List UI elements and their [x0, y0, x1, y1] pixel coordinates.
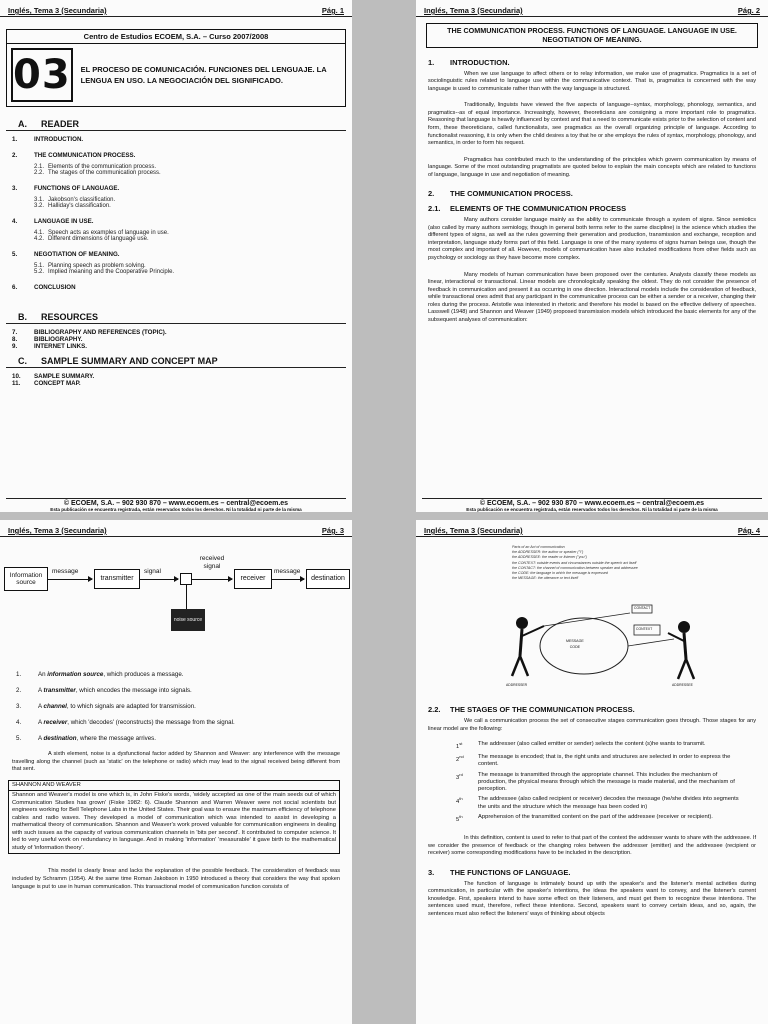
figure-label-addresser: ADDRESSER [506, 683, 528, 687]
paragraph: We call a communication process the set of consecutive stages communication goes through. Those stages for any linear model are the following: [428, 718, 756, 732]
stage-number [456, 741, 478, 751]
section-heading: 2. THE COMMUNICATION PROCESS. [428, 189, 573, 199]
list-text [38, 671, 183, 678]
diagram-arrow [272, 579, 304, 580]
header-page-number: Pág. 4 [737, 526, 760, 535]
list-number: 3. [16, 703, 22, 710]
list-text-term: receiver [43, 719, 68, 726]
toc-label: FUNCTIONS OF LANGUAGE. [34, 185, 120, 192]
toc-item: 11. CONCEPT MAP. [12, 380, 81, 387]
list-text-c: , which 'decodes' (reconstructs) the message from the signal. [67, 719, 235, 726]
stage-text: The addressee (also called recipient or receiver) decodes the message (he/she divides into segments the units and the structure which the message has been coded in) [478, 796, 739, 810]
toc-sublabel: Planning speech as problem solving. [48, 263, 146, 269]
topic-title: EL PROCESO DE COMUNICACIÓN. FUNCIONES DEL LENGUAJE. LA LENGUA EN USO. LA NEGOCIACIÓN DEL SIGNIFICADO. [80, 64, 327, 85]
stage-suffix: st [459, 741, 463, 747]
toc-label: THE COMMUNICATION PROCESS. [34, 152, 136, 159]
figure-line: the CONTACT: the channel of communication between speaker and addressee [512, 565, 638, 570]
list-text-c: , which encodes the message into signals. [75, 687, 192, 694]
figure-line: the CODE: the language in which the message is expressed [512, 571, 608, 576]
toc-number: 6. [12, 284, 18, 291]
page-header [0, 520, 352, 537]
toc-number: 4. [12, 218, 18, 225]
box-title: SHANNON AND WEAVER [9, 781, 339, 792]
toc-sublabel: Elements of the communication process. [48, 164, 157, 170]
stage-item [416, 814, 768, 824]
toc-item [0, 136, 352, 143]
header-page-number: Pág. 3 [321, 526, 344, 535]
list-text [38, 719, 235, 726]
toc-number: 2. [12, 152, 18, 159]
toc-item [0, 185, 352, 192]
topic-title-box [6, 29, 346, 107]
toc-subnumber: 2.2. [34, 170, 45, 176]
toc-number: 3. [12, 185, 18, 192]
stage-suffix: rd [459, 771, 463, 777]
page-header [416, 0, 768, 17]
topic-number: 03 [11, 48, 73, 102]
header-subject: Inglés, Tema 3 (Secundaria) [8, 6, 107, 15]
diagram-label: received signal [199, 555, 225, 570]
toc-sublabel: Jakobson's classification. [48, 197, 116, 203]
footer-rights: Esta publicación se encuentra registrada, están reservados todos los derechos. Ni la totalidad ni parte de la misma [50, 507, 302, 512]
list-number: 2. [16, 687, 22, 694]
toc-item [0, 251, 352, 258]
list-item [0, 671, 352, 678]
toc-subnumber: 5.1. [34, 263, 45, 269]
toc-item [0, 218, 352, 225]
stage-num: 3 [456, 774, 460, 781]
page-footer [0, 498, 352, 512]
page-1 [0, 0, 352, 512]
stage-suffix: nd [459, 754, 464, 760]
shannon-weaver-box [8, 780, 340, 855]
spacer [0, 275, 352, 284]
list-text-a: A [38, 687, 44, 694]
elements-list [0, 671, 352, 742]
header-page-number: Pág. 2 [737, 6, 760, 15]
stages-list [416, 741, 768, 824]
shannon-weaver-diagram [0, 541, 352, 671]
list-text-a: An [38, 671, 48, 678]
diagram-label: signal [144, 568, 161, 575]
paragraph: Many authors consider language mainly as the ability to communicate through a system of signs. Since semiotics (also called by many authors semiology, though in general both terms refer to the same discipline) is the science which studies the different types of signs, as well as the rules governing their generation and production, transmission and exchange, reception and interpretation, language study forms part of this field. Language is one of the many systems of signs human beings use, though the most complex and important of all. However, models of communication have also included modifications from other fields such as psychology or sociology as they have become more complex. [428, 217, 756, 262]
diagram-noise-box: noise source [171, 609, 205, 631]
list-text [38, 735, 156, 742]
box-text: Shannon and Weaver's model is one which is, in John Fiske's words, 'widely accepted as one of the main seeds out of which Communication Studies has grown' (Fiske 1982: 6). Claude Shannon and Warren Weaver were not social scientists but engineers working for Bell Telephone Labs in the United States. Their goal was to ensure the maximum efficiency of telephone cables and radio waves. They developed a model of communication which was intended to assist in developing a mathematical theory of communication. Shannon and Weaver's work proved valuable for communication engineers in dealing with such issues as the capacity of various communication channels in 'bits per second'. It contributed to computer science. It led to very useful work on redundancy in language. And in making 'information' 'measurable' it gave birth to the mathematical study of 'information theory'. [12, 792, 336, 851]
list-text-term: channel [43, 703, 67, 710]
figure-legend: Parts of an Act of communication the ADDRESSER: the author or speaker ("I") the ADDRESSEE: the reader or listener ("you") the CONTEXT: outside events and circumstances outside the speech act itself the CONTACT: the channel of communication between speaker and addressee the CODE: the language in which the message is expressed the MESSAGE: the utterance or text itself [512, 545, 682, 581]
centre-name: Centro de Estudios ECOEM, S.A. – Curso 2007/2008 [7, 30, 345, 44]
list-item [0, 735, 352, 742]
header-subject: Inglés, Tema 3 (Secundaria) [424, 6, 523, 15]
stage-number [456, 754, 478, 768]
diagram-receiver-box: receiver [234, 569, 272, 589]
list-number: 1. [16, 671, 22, 678]
list-text [38, 703, 196, 710]
toc-subnumber: 3.1. [34, 197, 45, 203]
toc-subnumber: 4.1. [34, 230, 45, 236]
toc-item [0, 152, 352, 159]
header-page-number: Pág. 1 [321, 6, 344, 15]
page-header [416, 520, 768, 537]
page-2 [416, 0, 768, 512]
spacer [0, 291, 352, 300]
page-4 [416, 520, 768, 1024]
list-number: 5. [16, 735, 22, 742]
toc-label: NEGOTIATION OF MEANING. [34, 251, 120, 258]
header-subject: Inglés, Tema 3 (Secundaria) [424, 526, 523, 535]
stage-number [456, 814, 478, 824]
list-text [38, 687, 192, 694]
toc-item [0, 284, 352, 291]
list-item [0, 703, 352, 710]
toc-label: LANGUAGE IN USE. [34, 218, 94, 225]
paragraph: When we use language to affect others or to relay information, we make use of pragmatics. Pragmatics is a set of sociolinguistic rules related to language use within the communicative context. That is, pragmatics is concerned with the way language is used to communicate rather than with the way language is structured. [428, 70, 756, 92]
figure-line: the MESSAGE: the utterance or text itself [512, 576, 579, 581]
stage-text: Apprehension of the transmitted content on the part of the addressee (receiver or recipient). [478, 813, 713, 820]
toc-label: INTRODUCTION. [34, 136, 84, 143]
diagram-noise-line [186, 585, 187, 609]
diagram-transmitter-box: transmitter [94, 569, 140, 589]
stage-item [416, 741, 768, 751]
section-b-heading: B. RESOURCES [6, 300, 346, 324]
paragraph: The function of language is intimately bound up with the speaker's and the listener's mental activities during communication, in particular with the speaker's intentions, the ideas the speakers want to convey, and the listener's current knowledge. First, speakers intend to have some effect on their listeners, and must get them to recognize these intentions. The sentences used must, therefore, reflect these intentions. Second, speakers want to convey certain ideas, and so, again, the sentences must also reflect the listeners' ways of thinking about objects [428, 880, 756, 917]
figure-label-contact: CONTACT [634, 606, 651, 610]
diagram-destination-box: destination [306, 569, 350, 589]
paragraph: A sixth element, noise is a dysfunctional factor added by Shannon and Weaver: any interference with the message travelling along the channel (such as 'static' on the telephone or radio) which may lead to the signal received being different from that sent. [12, 751, 340, 773]
stage-num: 1 [456, 744, 460, 751]
figure-line: the ADDRESSER: the author or speaker ("I") [512, 550, 584, 555]
toc-sublabel: Different dimensions of language use. [48, 236, 149, 242]
toc-sublabel: The stages of the communication process. [48, 170, 161, 176]
page-footer [416, 498, 768, 512]
section-heading: 1. INTRODUCTION. [428, 57, 510, 67]
toc-subnumber: 4.2. [34, 236, 45, 242]
stage-item [416, 796, 768, 810]
list-text-c: , to which signals are adapted for transmission. [66, 703, 196, 710]
diagram-label: message [274, 568, 301, 575]
figure-label-context: CONTEXT [636, 627, 653, 631]
footer-contact: © ECOEM, S.A. – 902 930 870 – www.ecoem.es – central@ecoem.es [422, 498, 762, 507]
list-text-c: , where the message arrives. [76, 735, 156, 742]
subsection-heading: 2.2. THE STAGES OF THE COMMUNICATION PROCESS. [428, 705, 635, 714]
spacer [0, 209, 352, 218]
page-header [0, 0, 352, 17]
figure-center-labels: MESSAGE CODE [566, 639, 584, 649]
list-item [0, 719, 352, 726]
paragraph: This model is clearly linear and lacks the explanation of the possible feedback. The consideration of feedback was included by Schramm (1954). At the same time Roman Jakobson in 1950 introduced a theory that considers the way that spoken language is put to use in human communication. This transactional model of communication function consists of [12, 868, 340, 890]
stage-suffix: th [459, 796, 463, 802]
figure-label-addressee: ADDRESSEE [672, 683, 693, 687]
toc-number: 1. [12, 136, 18, 143]
list-text-term: information source [47, 671, 104, 678]
document-title: THE COMMUNICATION PROCESS. FUNCTIONS OF LANGUAGE. LANGUAGE IN USE. NEGOTIATION OF MEANING. [426, 23, 758, 48]
list-text-a: A [38, 719, 44, 726]
figure-drawing [484, 541, 728, 701]
toc-label: CONCLUSION [34, 284, 76, 291]
table-of-contents [0, 136, 352, 300]
toc-subnumber: 5.2. [34, 269, 45, 275]
list-text-a: A [38, 703, 44, 710]
diagram-label: message [52, 568, 79, 575]
figure-line: the ADDRESSEE: the reader or listener ("you") [512, 555, 587, 560]
toc-item: 7. BIBLIOGRAPHY AND REFERENCES (TOPIC). [12, 329, 167, 336]
list-number: 4. [16, 719, 22, 726]
stage-text: The message is encoded; that is, the right units and structures are selected in order to express the content. [478, 754, 731, 768]
paragraph: Pragmatics has contributed much to the understanding of the principles which govern communication by means of language. Some of the most outstanding pragmatists are quoted below to explain the main concepts which are related to functions of language, language in use and negotiation of meaning. [428, 156, 756, 178]
spacer [0, 143, 352, 152]
stage-num: 2 [456, 757, 460, 764]
paragraph: In this definition, content is used to refer to that part of the context the addresser wants to share with the addressee. If we consider the presence of feedback or the changing roles between the addresser (emitter) and the addressee (recipient or receiver) some corresponding modifications have to be included in the description. [428, 835, 756, 857]
stage-item [416, 772, 768, 794]
toc-subnumber: 2.1. [34, 164, 45, 170]
list-text-term: transmitter [43, 687, 76, 694]
toc-item: 10. SAMPLE SUMMARY. [12, 373, 95, 380]
stage-number [456, 796, 478, 810]
header-subject: Inglés, Tema 3 (Secundaria) [8, 526, 107, 535]
section-a-heading: A. READER [6, 107, 346, 131]
list-item [0, 687, 352, 694]
toc-sublabel: Halliday's classification. [48, 203, 111, 209]
stage-num: 4 [456, 799, 460, 806]
footer-rights: Esta publicación se encuentra registrada, están reservados todos los derechos. Ni la totalidad ni parte de la misma [466, 507, 718, 512]
stage-suffix: th [459, 813, 463, 819]
toc-number: 5. [12, 251, 18, 258]
page-3 [0, 520, 352, 1024]
stage-number [456, 772, 478, 794]
section-heading: 3. THE FUNCTIONS OF LANGUAGE. [428, 867, 571, 877]
subsection-heading: 2.1. ELEMENTS OF THE COMMUNICATION PROCESS [428, 204, 627, 214]
paragraph: Traditionally, linguists have viewed the five aspects of language--syntax, morphology, phonology, semantics, and pragmatics--as of equal importance. Increasingly, however, theoreticians are consigning a more important role to pragmatics. Reasoning that language is heavily influenced by context and that a need to communicate exists prior to the selection of content and form, these theoreticians, called functionalists, see pragmatics as the overall organizing principle of language. According to functionalist reasoning, it is only when the child desires a toy that he or she employs the rules of syntax, morphology, phonology, and semantics, in order to form his request. [428, 102, 756, 147]
section-c-heading: C. SAMPLE SUMMARY AND CONCEPT MAP [6, 350, 346, 368]
toc-item: 8. BIBLIOGRAPHY. [12, 336, 83, 343]
diagram-channel-box [180, 573, 192, 585]
diagram-arrow [192, 579, 232, 580]
diagram-arrow [140, 579, 178, 580]
toc-sublabel: Implied meaning and the Cooperative Principle. [48, 269, 175, 275]
list-text-a: A [38, 735, 44, 742]
toc-subnumber: 3.2. [34, 203, 45, 209]
diagram-source-box: Information source [4, 567, 48, 591]
stage-item [416, 754, 768, 768]
toc-item: 9. INTERNET LINKS. [12, 343, 87, 350]
list-text-term: destination [43, 735, 77, 742]
list-text-c: , which produces a message. [103, 671, 184, 678]
stage-text: The addresser (also called emitter or sender) selects the content (s)he wants to transmit. [478, 741, 706, 748]
stage-text: The message is transmitted through the appropriate channel. This includes the mechanism of production, the physical means through which the message is made material, and the mechanism of perception. [478, 771, 735, 793]
spacer [0, 176, 352, 185]
figure-line: the CONTEXT: outside events and circumstances outside the speech act itself [512, 560, 637, 565]
paragraph: Many models of human communication have been proposed over the centuries. Analysts classify these models as linear, interactional or transactional. Linear models are chronologically speaking the oldest. They do not consider the presence of feedback in communication and present it as occurring in one direction. Interactional models include the consideration of feedback, while transactional ones admit that any participant in the communicative process can be either a sender or a receiver, changing their roles during the process. Aristotle was interested in rhetoric and therefore his model is based on the effective delivery of speeches. Lasswell (1948) and Shannon and Weaver (1949) proposed transmission models which introduced the basic elements for any of the subsequent analyses of communication: [428, 271, 756, 323]
toc-sublabel: Speech acts as examples of language in use. [48, 230, 169, 236]
stage-num: 5 [456, 816, 460, 823]
footer-contact: © ECOEM, S.A. – 902 930 870 – www.ecoem.es – central@ecoem.es [6, 498, 346, 507]
spacer [0, 242, 352, 251]
diagram-arrow [48, 579, 92, 580]
jakobson-figure [484, 541, 728, 701]
